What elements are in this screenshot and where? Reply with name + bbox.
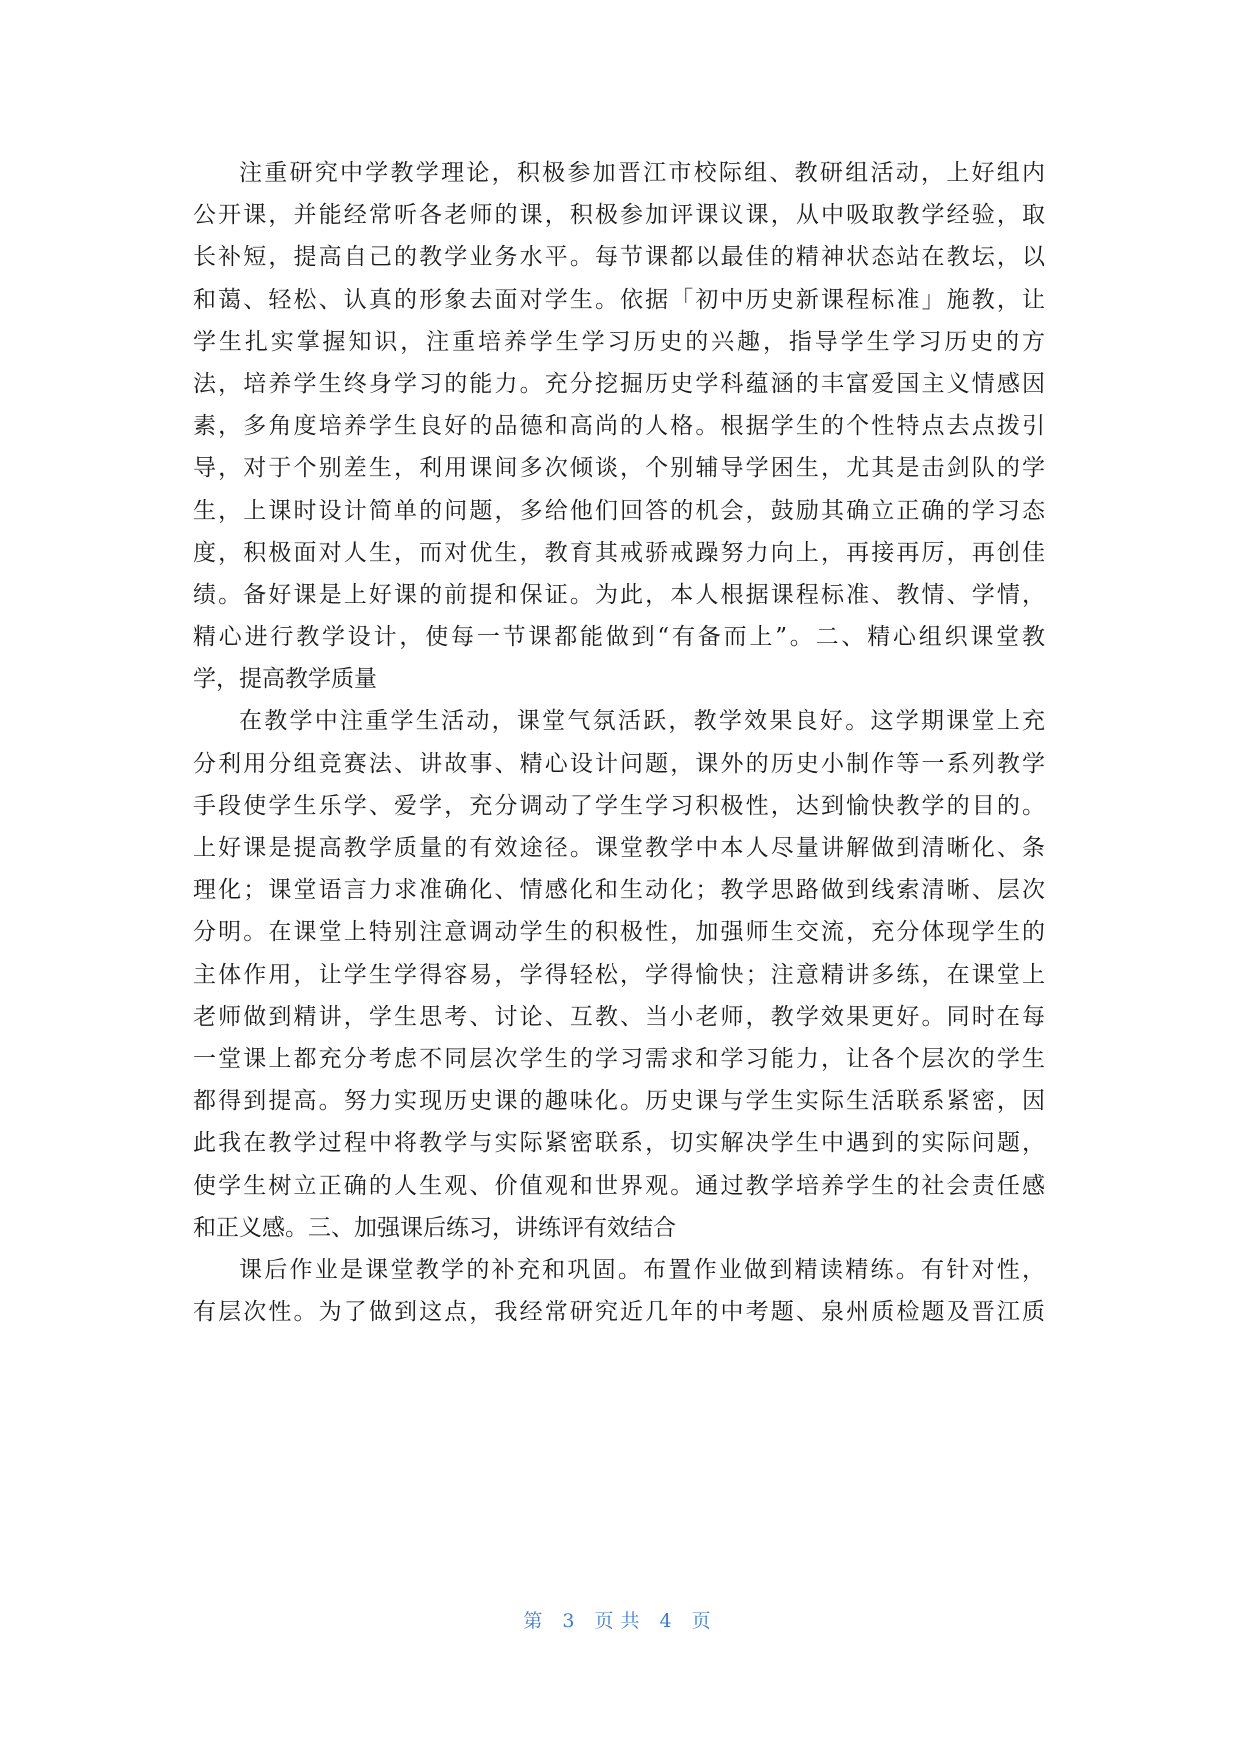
text-line: 有层次性。为了做到这点，我经常研究近几年的中考题、泉州质检题及晋江质 bbox=[193, 1299, 1045, 1326]
text-line: 老师做到精讲，学生思考、讨论、互教、当小老师，教学效果更好。同时在每 bbox=[193, 1003, 1045, 1030]
document-body bbox=[193, 152, 1045, 1333]
text-line: 注重研究中学教学理论，积极参加晋江市校际组、教研组活动，上好组内 bbox=[239, 160, 1045, 186]
text-line: 精心进行教学设计，使每一节课都能做到“有备而上”。二、精心组织课堂教 bbox=[193, 624, 1045, 651]
text-line: 学，提高教学质量 bbox=[193, 666, 377, 693]
text-line: 学生扎实掌握知识，注重培养学生学习历史的兴趣，指导学生学习历史的方 bbox=[193, 328, 1045, 355]
text-line: 长补短，提高自己的教学业务水平。每节课都以最佳的精神状态站在教坛，以 bbox=[193, 244, 1045, 271]
text-line: 和蔼、轻松、认真的形象去面对学生。依据「初中历史新课程标准」施教，让 bbox=[193, 286, 1045, 313]
text-line: 使学生树立正确的人生观、价值观和世界观。通过教学培养学生的社会责任感 bbox=[193, 1172, 1045, 1199]
text-line: 手段使学生乐学、爱学，充分调动了学生学习积极性，达到愉快教学的目的。 bbox=[193, 792, 1045, 819]
text-line: 素，多角度培养学生良好的品德和高尚的人格。根据学生的个性特点去点拨引 bbox=[193, 413, 1045, 440]
text-line: 都得到提高。努力实现历史课的趣味化。历史课与学生实际生活联系紧密，因 bbox=[193, 1088, 1045, 1115]
page-number-footer: 第 3 页共 4 页 bbox=[523, 1610, 718, 1632]
text-line: 公开课，并能经常听各老师的课，积极参加评课议课，从中吸取教学经验，取 bbox=[193, 202, 1045, 229]
text-line: 生，上课时设计简单的问题，多给他们回答的机会，鼓励其确立正确的学习态 bbox=[193, 497, 1045, 524]
text-line: 课后作业是课堂教学的补充和巩固。布置作业做到精读精练。有针对性， bbox=[239, 1256, 1045, 1283]
text-line: 和正义感。三、加强课后练习，讲练评有效结合 bbox=[193, 1214, 676, 1241]
text-line: 主体作用，让学生学得容易，学得轻松，学得愉快；注意精讲多练，在课堂上 bbox=[193, 961, 1045, 988]
text-line: 分明。在课堂上特别注意调动学生的积极性，加强师生交流，充分体现学生的 bbox=[193, 919, 1045, 946]
text-line: 法，培养学生终身学习的能力。充分挖掘历史学科蕴涵的丰富爱国主义情感因 bbox=[193, 370, 1045, 397]
text-line: 一堂课上都充分考虑不同层次学生的学习需求和学习能力，让各个层次的学生 bbox=[193, 1045, 1045, 1072]
text-line: 此我在教学过程中将教学与实际紧密联系，切实解决学生中遇到的实际问题， bbox=[193, 1130, 1045, 1157]
text-line: 理化；课堂语言力求准确化、情感化和生动化；教学思路做到线索清晰、层次 bbox=[193, 877, 1045, 904]
text-line: 在教学中注重学生活动，课堂气氛活跃，教学效果良好。这学期课堂上充 bbox=[239, 708, 1045, 735]
text-line: 度，积极面对人生，而对优生，教育其戒骄戒躁努力向上，再接再厉，再创佳 bbox=[193, 539, 1045, 566]
text-line: 导，对于个别差生，利用课间多次倾谈，个别辅导学困生，尤其是击剑队的学 bbox=[193, 455, 1045, 482]
text-line: 上好课是提高教学质量的有效途径。课堂教学中本人尽量讲解做到清晰化、条 bbox=[193, 835, 1045, 861]
text-line: 分利用分组竞赛法、讲故事、精心设计问题，课外的历史小制作等一系列教学 bbox=[193, 750, 1045, 777]
text-line: 绩。备好课是上好课的前提和保证。为此，本人根据课程标准、教情、学情， bbox=[193, 581, 1045, 608]
